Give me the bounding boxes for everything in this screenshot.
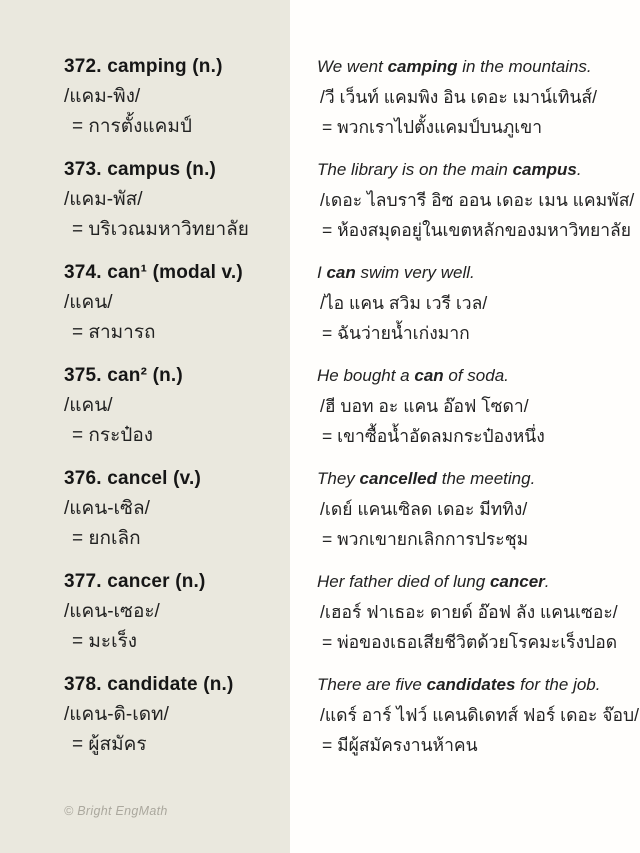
entry-example-column: [290, 258, 640, 348]
entry-definition-column: [0, 258, 290, 348]
entry-example-column: [290, 567, 640, 657]
entry-pronunciation: /แคน/: [64, 395, 113, 416]
example-keyword: candidates: [426, 675, 516, 694]
example-sentence: [317, 464, 640, 494]
entry-definition-column: [0, 464, 290, 554]
entry-definition-column: [0, 361, 290, 451]
entry-meaning: = ยกเลิก: [72, 528, 141, 549]
example-keyword: can: [414, 366, 444, 385]
example-text-after: in the mountains.: [457, 57, 592, 76]
example-pronunciation: /ฮี บอท อะ แคน อ๊อฟ โซดา/: [320, 396, 529, 416]
example-sentence: [317, 258, 640, 288]
example-translation: = พวกเราไปตั้งแคมป์บนภูเขา: [322, 117, 543, 137]
example-text-before: They: [317, 469, 360, 488]
vocab-entry-372: [0, 52, 640, 142]
vocab-entry-377: [0, 567, 640, 657]
entry-meaning: = การตั้งแคมป์: [72, 116, 192, 137]
example-keyword: cancelled: [359, 469, 438, 488]
example-text-before: I: [317, 263, 327, 282]
entry-pronunciation: /แคน/: [64, 292, 113, 313]
example-translation: = พวกเขายกเลิกการประชุม: [322, 529, 529, 549]
entry-definition-column: [0, 670, 290, 760]
entry-example-column: [290, 155, 640, 245]
entry-example-column: [290, 670, 640, 760]
entry-pronunciation: /แคน-เซอะ/: [64, 601, 160, 622]
example-translation: = เขาซื้อน้ำอัดลมกระป๋องหนึ่ง: [322, 426, 545, 446]
entry-example-column: [290, 361, 640, 451]
entry-pronunciation: /แคม-พัส/: [64, 189, 143, 210]
entry-definition-column: [0, 155, 290, 245]
example-keyword: campus: [512, 160, 577, 179]
example-text-after: the meeting.: [437, 469, 536, 488]
example-text-after: of soda.: [443, 366, 509, 385]
entry-word: 376. cancel (v.): [64, 468, 201, 489]
example-sentence: [317, 361, 640, 391]
entry-word: 377. cancer (n.): [64, 571, 206, 592]
entry-pronunciation: /แคม-พิง/: [64, 86, 141, 107]
example-sentence: [317, 155, 640, 185]
example-keyword: camping: [387, 57, 458, 76]
example-pronunciation: /ไอ แคน สวิม เวรี เวล/: [320, 293, 488, 313]
vocab-entry-378: [0, 670, 640, 760]
entry-word: 372. camping (n.): [64, 56, 223, 77]
example-pronunciation: /เฮอร์ ฟาเธอะ ดายด์ อ๊อฟ ลัง แคนเซอะ/: [320, 602, 618, 622]
example-sentence: [317, 567, 640, 597]
example-text-before: He bought a: [317, 366, 415, 385]
entry-meaning: = กระป๋อง: [72, 425, 154, 446]
entry-meaning: = มะเร็ง: [72, 631, 138, 652]
entry-pronunciation: /แคน-ดิ-เดท/: [64, 704, 169, 725]
example-translation: = ห้องสมุดอยู่ในเขตหลักของมหาวิทยาลัย: [322, 220, 632, 240]
example-keyword: can: [326, 263, 356, 282]
example-text-before: There are five: [317, 675, 427, 694]
example-text-before: The library is on the main: [317, 160, 513, 179]
entry-word: 374. can¹ (modal v.): [64, 262, 243, 283]
example-sentence: [317, 670, 640, 700]
entry-word: 375. can² (n.): [64, 365, 183, 386]
entry-example-column: [290, 464, 640, 554]
example-text-before: We went: [317, 57, 388, 76]
entry-meaning: = บริเวณมหาวิทยาลัย: [72, 219, 249, 240]
example-text-after: .: [544, 572, 550, 591]
example-text-after: for the job.: [515, 675, 601, 694]
entry-definition-column: [0, 567, 290, 657]
example-translation: = ฉันว่ายน้ำเก่งมาก: [322, 323, 470, 343]
vocab-entry-376: [0, 464, 640, 554]
example-text-after: .: [576, 160, 582, 179]
footer-credit: © Bright EngMath: [64, 804, 168, 818]
entry-pronunciation: /แคน-เซิล/: [64, 498, 150, 519]
example-translation: = พ่อของเธอเสียชีวิตด้วยโรคมะเร็งปอด: [322, 632, 618, 652]
example-pronunciation: /เดอะ ไลบรารี อิซ ออน เดอะ เมน แคมพัส/: [320, 190, 635, 210]
entry-meaning: = ผู้สมัคร: [72, 734, 147, 755]
example-text-before: Her father died of lung: [317, 572, 490, 591]
entry-definition-column: [0, 52, 290, 142]
example-pronunciation: /วี เว็นท์ แคมพิง อิน เดอะ เมาน์เทินส์/: [320, 87, 597, 107]
entry-word: 373. campus (n.): [64, 159, 217, 180]
vocab-entry-373: [0, 155, 640, 245]
vocab-entry-374: [0, 258, 640, 348]
entry-meaning: = สามารถ: [72, 322, 156, 343]
example-text-after: swim very well.: [355, 263, 475, 282]
entry-example-column: [290, 52, 640, 142]
example-pronunciation: /เดย์ แคนเซิลด เดอะ มีททิง/: [320, 499, 528, 519]
example-translation: = มีผู้สมัครงานห้าคน: [322, 735, 478, 755]
example-keyword: cancer: [489, 572, 545, 591]
entry-word: 378. candidate (n.): [64, 674, 234, 695]
example-sentence: [317, 52, 640, 82]
example-pronunciation: /แดร์ อาร์ ไฟว์ แคนดิเดทส์ ฟอร์ เดอะ จ๊อบ/: [320, 705, 639, 725]
vocab-entry-375: [0, 361, 640, 451]
